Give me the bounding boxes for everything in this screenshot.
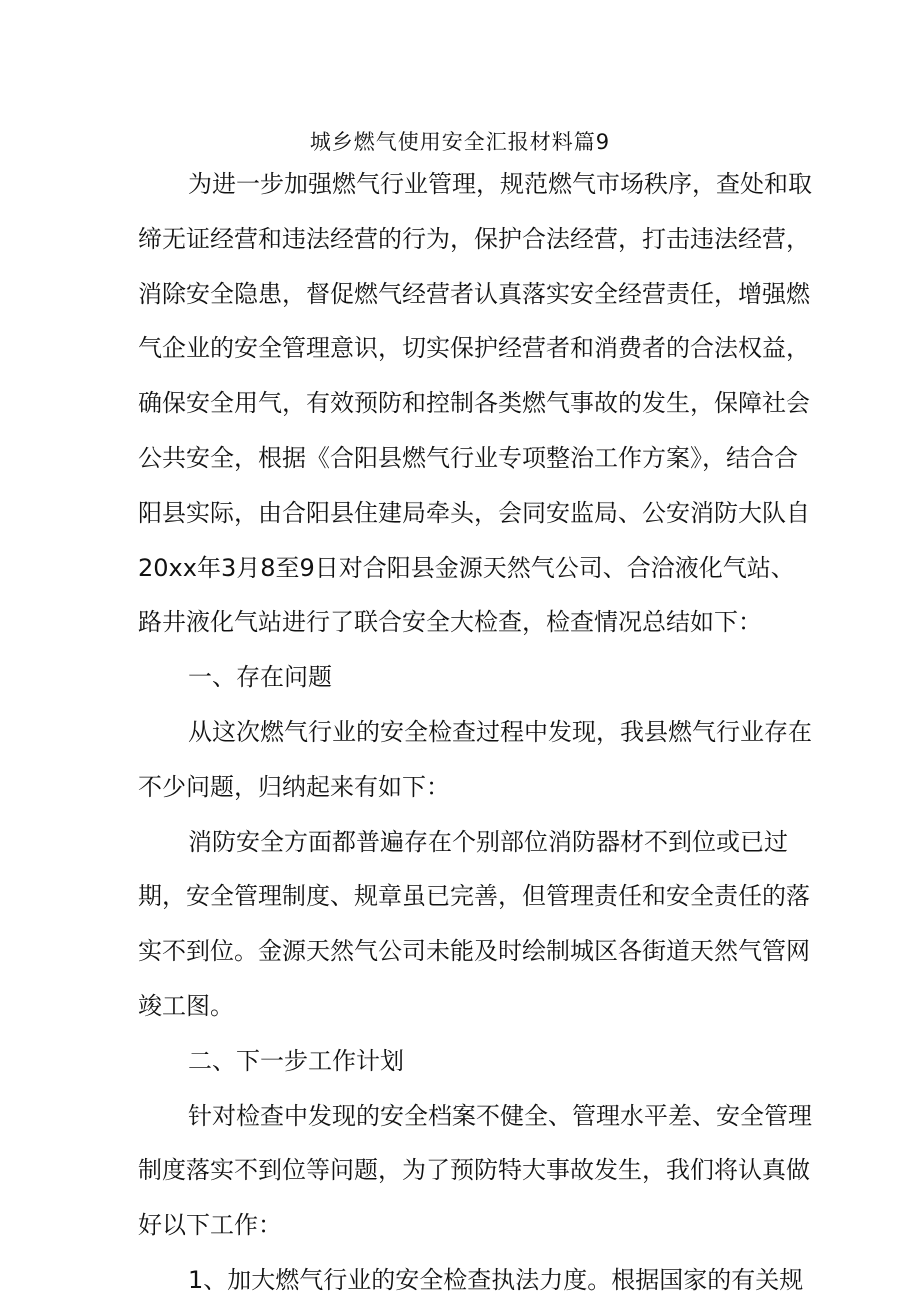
paragraph-line: 消除安全隐患，督促燃气经营者认真落实安全经营责任，增强燃 [138,280,810,308]
paragraph-line: 实不到位。金源天然气公司未能及时绘制城区各街道天然气管网 [138,937,810,965]
section-heading: 一、存在问题 [188,663,332,691]
paragraph-line: 期，安全管理制度、规章虽已完善，但管理责任和安全责任的落 [138,882,810,910]
paragraph-line: 公共安全，根据《合阳县燃气行业专项整治工作方案》，结合合 [138,444,798,472]
paragraph-line: 从这次燃气行业的安全检查过程中发现，我县燃气行业存在 [188,718,812,746]
paragraph-line: 制度落实不到位等问题，为了预防特大事故发生，我们将认真做 [138,1156,810,1184]
section-heading: 二、下一步工作计划 [188,1047,404,1075]
paragraph-line: 好以下工作： [138,1211,282,1239]
paragraph-line: 消防安全方面都普遍存在个别部位消防器材不到位或已过 [188,828,788,856]
paragraph-line: 缔无证经营和违法经营的行为，保护合法经营，打击违法经营， [138,225,810,253]
paragraph-line: 为进一步加强燃气行业管理，规范燃气市场秩序，查处和取 [188,170,812,198]
paragraph-line: 不少问题，归纳起来有如下： [138,773,450,801]
paragraph-line: 确保安全用气，有效预防和控制各类燃气事故的发生，保障社会 [138,389,810,417]
paragraph-line: 阳县实际，由合阳县住建局牵头，会同安监局、公安消防大队自 [138,499,810,527]
paragraph-line: 20xx年3月8至9日对合阳县金源天然气公司、合洽液化气站、 [138,554,795,582]
paragraph-line: 竣工图。 [138,992,234,1020]
paragraph-line: 路井液化气站进行了联合安全大检查，检查情况总结如下： [138,608,762,636]
document-title: 城乡燃气使用安全汇报材料篇9 [309,130,611,154]
paragraph-line: 1、加大燃气行业的安全检查执法力度。根据国家的有关规 [188,1266,804,1294]
paragraph-line: 气企业的安全管理意识，切实保护经营者和消费者的合法权益， [138,334,810,362]
paragraph-line: 针对检查中发现的安全档案不健全、管理水平差、安全管理 [188,1102,812,1130]
